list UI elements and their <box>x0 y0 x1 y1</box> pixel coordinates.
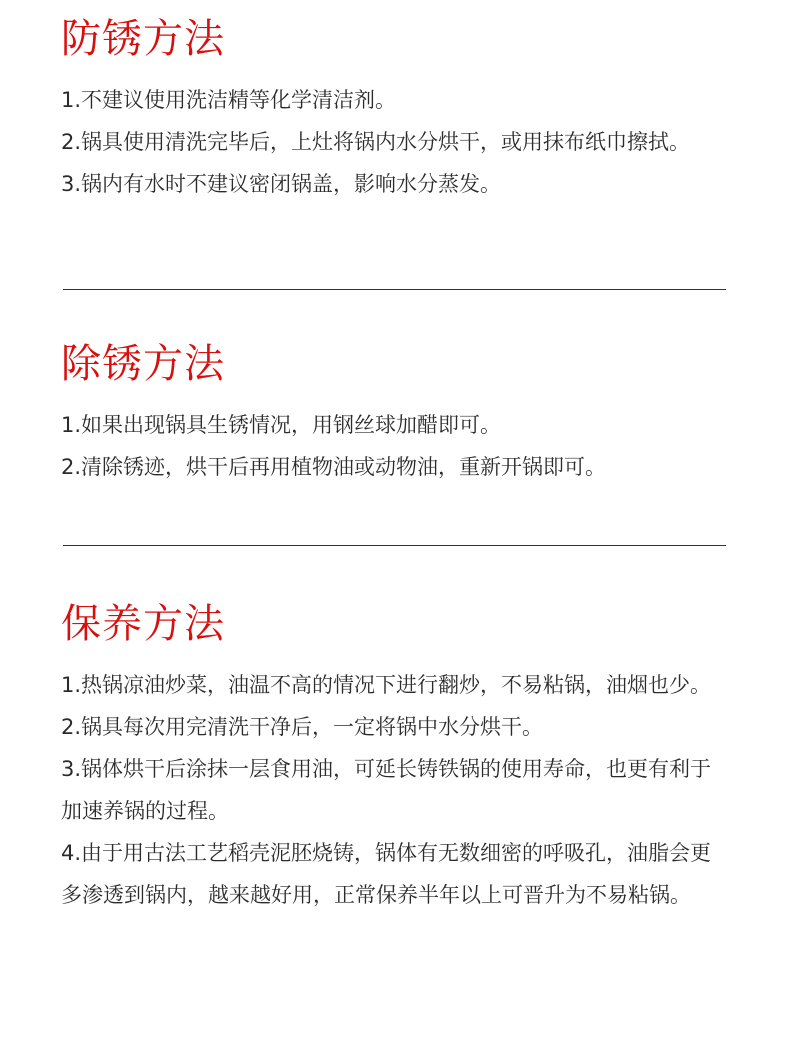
maintenance-list <box>61 664 731 916</box>
list-item: 2.锅具每次用完清洗干净后，一定将锅中水分烘干。 <box>61 715 544 739</box>
rust-prevention-list <box>61 79 731 205</box>
section-divider <box>63 545 726 546</box>
rust-removal-list <box>61 404 731 488</box>
list-item: 2.锅具使用清洗完毕后，上灶将锅内水分烘干，或用抹布纸巾擦拭。 <box>61 130 691 154</box>
list-item: 4.由于用古法工艺稻壳泥胚烧铸，锅体有无数细密的呼吸孔，油脂会更多渗透到锅内，越来越好用，正常保养半年以上可晋升为不易粘锅。 <box>61 841 712 907</box>
maintenance-section <box>61 600 731 916</box>
rust-removal-section <box>61 340 731 488</box>
list-item: 2.清除锈迹，烘干后再用植物油或动物油，重新开锅即可。 <box>61 455 607 479</box>
list-item: 1.热锅凉油炒菜，油温不高的情况下进行翻炒，不易粘锅，油烟也少。 <box>61 673 712 697</box>
rust-removal-title: 除锈方法 <box>61 341 225 387</box>
list-item: 3.锅体烘干后涂抹一层食用油，可延长铸铁锅的使用寿命，也更有利于加速养锅的过程。 <box>61 757 712 823</box>
maintenance-title: 保养方法 <box>61 601 225 647</box>
list-item: 3.锅内有水时不建议密闭锅盖，影响水分蒸发。 <box>61 172 502 196</box>
rust-prevention-title: 防锈方法 <box>61 16 225 62</box>
rust-prevention-section <box>61 15 731 205</box>
list-item: 1.不建议使用洗洁精等化学清洁剂。 <box>61 88 397 112</box>
list-item: 1.如果出现锅具生锈情况，用钢丝球加醋即可。 <box>61 413 502 437</box>
section-divider <box>63 289 726 290</box>
